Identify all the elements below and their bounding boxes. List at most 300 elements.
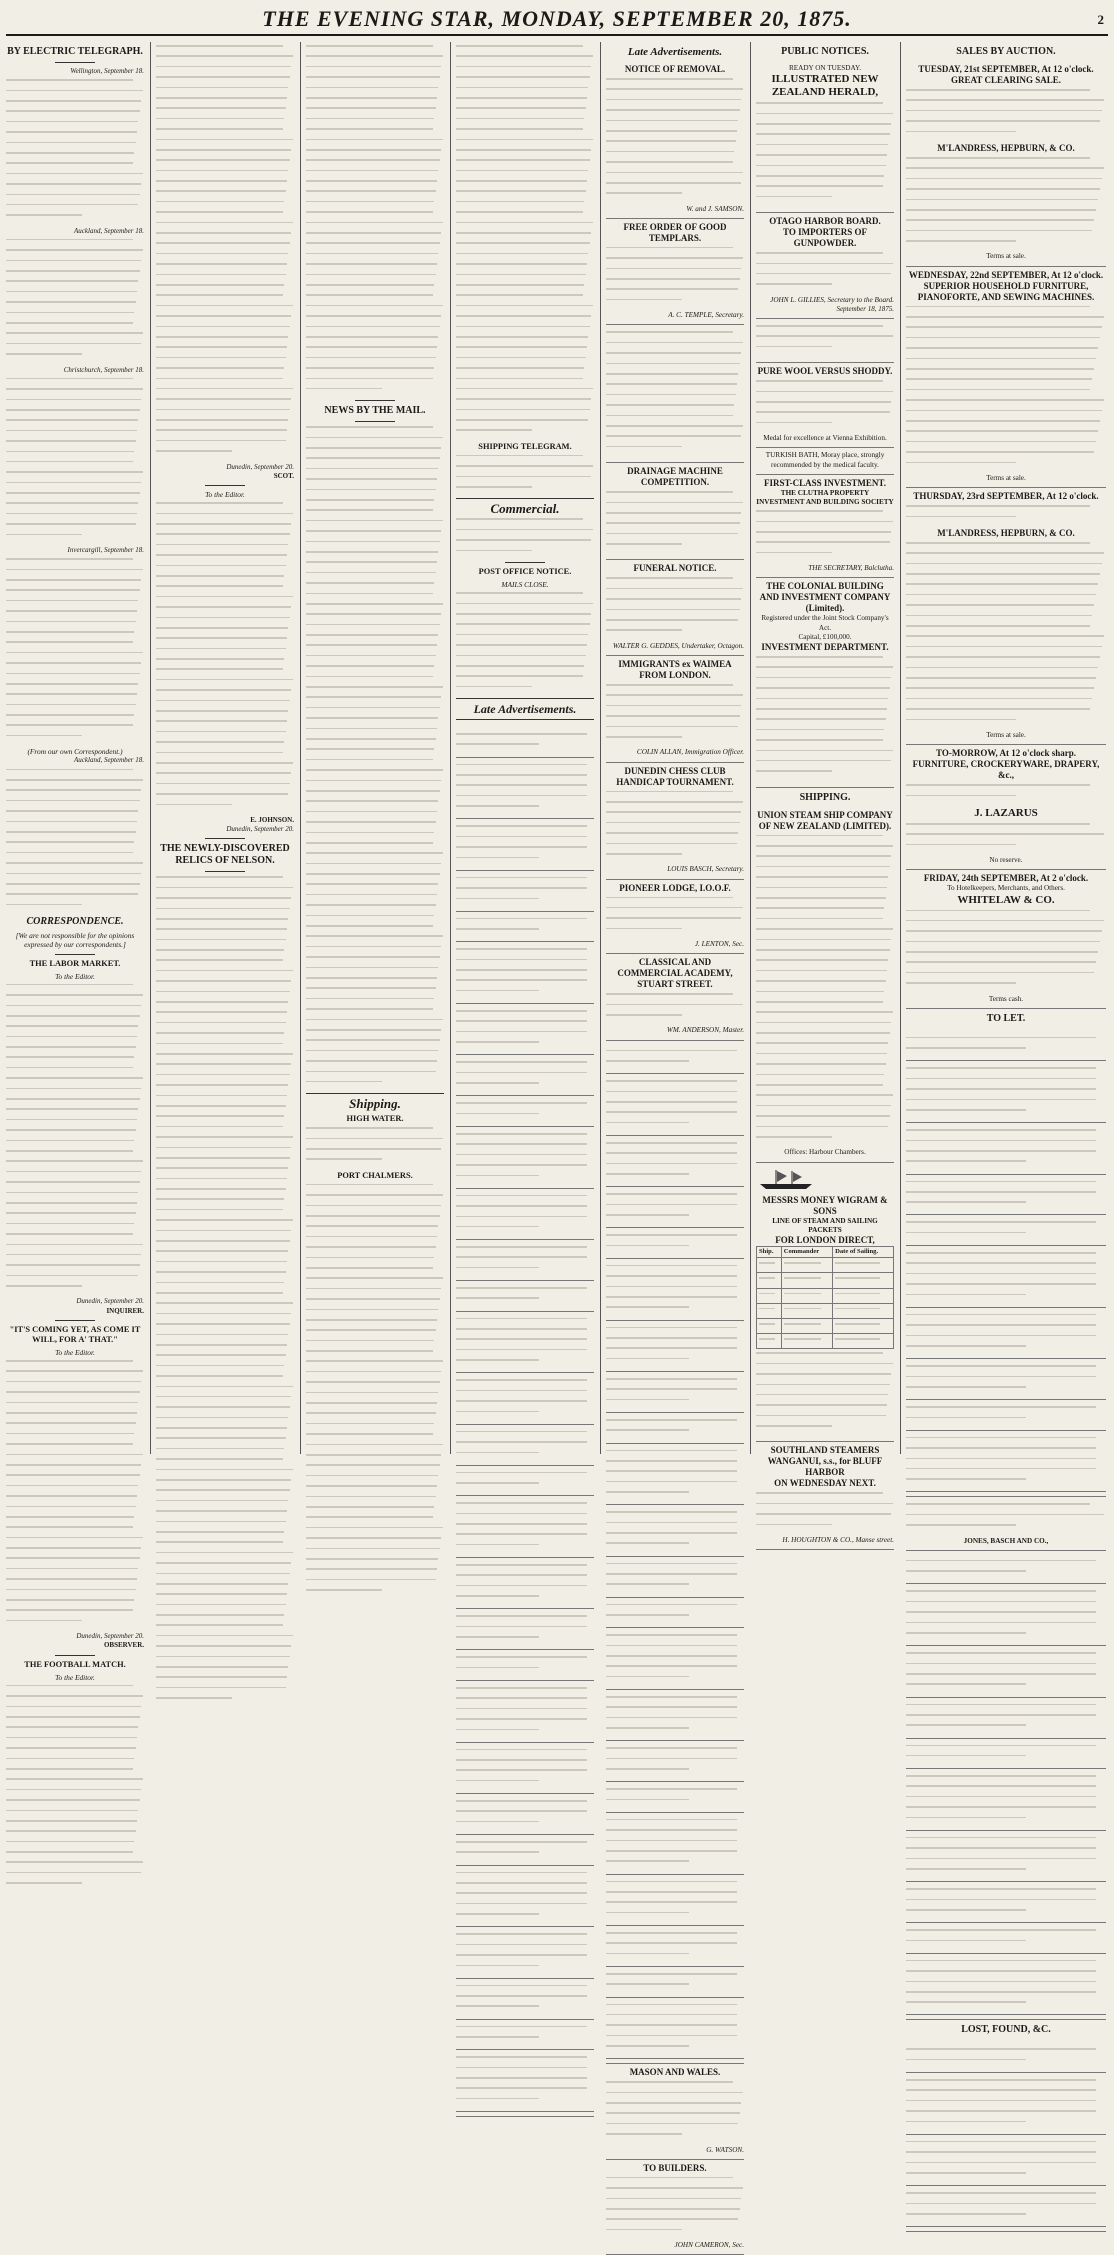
- ad-signature: WM. ANDERSON, Master.: [666, 1026, 744, 1035]
- classified-ad: [906, 1923, 1106, 1954]
- column-5: [606, 42, 744, 2250]
- ad-subtitle: GREAT CLEARING SALE.: [951, 75, 1061, 85]
- classified-ad: [456, 1743, 594, 1794]
- text-line: [306, 780, 444, 787]
- text-line: [6, 810, 144, 817]
- dateline: Dunedin, September 20.: [226, 825, 294, 834]
- dateline: Dunedin, September 20.: [76, 1632, 144, 1641]
- text-line: [156, 1666, 294, 1673]
- text-line: [606, 247, 744, 254]
- advertisement: [756, 578, 894, 787]
- text-line: [456, 1810, 594, 1817]
- text-line: [759, 1338, 779, 1345]
- text-line: [906, 667, 1106, 674]
- text-line: [6, 1841, 144, 1848]
- text-line: [6, 1706, 144, 1713]
- text-line: [306, 190, 444, 197]
- text-line: [606, 533, 744, 540]
- table-row: [757, 1318, 894, 1333]
- text-line: [156, 1250, 294, 1257]
- text-line: [906, 573, 1106, 580]
- text-line: [6, 1454, 144, 1461]
- text-line: [156, 1521, 294, 1528]
- text-line: [606, 161, 744, 168]
- text-line: [756, 666, 894, 673]
- text-line: [456, 1995, 594, 2002]
- ad-terms: Terms cash.: [988, 994, 1024, 1003]
- text-line: [456, 805, 594, 812]
- ad-subtitle: READY ON TUESDAY.: [788, 64, 862, 72]
- text-line: [456, 1615, 594, 1622]
- text-line: [756, 866, 894, 873]
- text-line: [906, 1888, 1106, 1895]
- text-line: [156, 1427, 294, 1434]
- text-line: [156, 1323, 294, 1330]
- text-line: [756, 263, 894, 270]
- text-line: [456, 1544, 594, 1551]
- text-line: [606, 172, 744, 179]
- text-line: [606, 1491, 744, 1498]
- classified-ad: [456, 819, 594, 870]
- text-line: [756, 980, 894, 987]
- text-line: [306, 489, 444, 496]
- text-line: [456, 948, 594, 955]
- text-line: [906, 1232, 1106, 1239]
- shipping-heading: SHIPPING.: [799, 791, 851, 803]
- text-line: [456, 887, 594, 894]
- ad-terms: No reserve.: [989, 856, 1023, 865]
- text-line: [456, 45, 594, 52]
- text-line: [906, 2089, 1106, 2096]
- text-line: [306, 520, 444, 527]
- text-line: [156, 502, 294, 509]
- text-line: [6, 1526, 144, 1533]
- classified-ad: [906, 1308, 1106, 1359]
- text-line: [456, 1780, 594, 1787]
- to-editor: To the Editor.: [55, 1672, 95, 1682]
- ad-terms: Terms at sale.: [986, 252, 1026, 261]
- text-line: [456, 419, 594, 426]
- text-line: [606, 1429, 744, 1436]
- classified-ad: [906, 1954, 1106, 2016]
- text-line: [306, 1506, 444, 1513]
- text-line: [606, 609, 744, 616]
- text-line: [456, 733, 594, 740]
- text-line: [6, 131, 144, 138]
- text-line: [456, 1082, 594, 1089]
- text-line: [906, 542, 1106, 549]
- text-line: [906, 1406, 1106, 1413]
- text-line: [156, 201, 294, 208]
- text-line: [906, 1437, 1106, 1444]
- text-line: [6, 1067, 144, 1074]
- dateline: Dunedin, September 20.: [226, 462, 294, 471]
- column-6: [756, 42, 894, 1545]
- text-line: [306, 1412, 444, 1419]
- text-line: [156, 1624, 294, 1631]
- text-line: [306, 149, 444, 156]
- text-line: [606, 435, 744, 442]
- classified-ad: [606, 1741, 744, 1782]
- table-row: [757, 1303, 894, 1318]
- correspondence-heading: CORRESPONDENCE.: [26, 916, 124, 928]
- text-line: [306, 686, 444, 693]
- text-line: [156, 409, 294, 416]
- text-line: [906, 1458, 1106, 1465]
- sailing-table: [756, 1246, 894, 1349]
- text-line: [906, 1570, 1106, 1577]
- text-line: [756, 154, 894, 161]
- text-line: [156, 1687, 294, 1694]
- ad-subtitle: ON WEDNESDAY NEXT.: [774, 1478, 876, 1489]
- text-line: [306, 1008, 444, 1015]
- text-line: [6, 1861, 144, 1868]
- advertisement: [606, 954, 744, 1040]
- text-line: [906, 1181, 1106, 1188]
- text-line: [906, 844, 1106, 851]
- text-line: [456, 774, 594, 781]
- text-line: [6, 1108, 144, 1115]
- text-line: [306, 1589, 444, 1596]
- text-line: [306, 676, 444, 683]
- text-line: [606, 1881, 744, 1888]
- classified-ad: [906, 2073, 1106, 2135]
- text-line: [306, 935, 444, 942]
- text-line: [6, 1005, 144, 1012]
- text-line: [456, 378, 594, 385]
- text-line: [606, 705, 744, 712]
- classified-ad: [606, 1321, 744, 1372]
- text-line: [606, 694, 744, 701]
- text-line: [456, 1061, 594, 1068]
- text-line: [6, 152, 144, 159]
- text-line: [756, 391, 894, 398]
- text-line: [456, 429, 594, 436]
- section-heading-shipping: Shipping.: [349, 1096, 401, 1112]
- text-line: [456, 928, 594, 935]
- text-line: [6, 214, 144, 221]
- text-line: [456, 388, 594, 395]
- text-line: [756, 283, 894, 290]
- text-line: [906, 420, 1106, 427]
- text-line: [456, 1113, 594, 1120]
- classified-ad: [606, 1875, 744, 1926]
- text-line: [156, 450, 294, 457]
- text-line: [756, 656, 894, 663]
- text-line: [606, 1747, 744, 1754]
- text-line: [606, 1676, 744, 1683]
- text-line: [6, 984, 144, 991]
- text-line: [156, 668, 294, 675]
- article-text: [306, 45, 444, 395]
- text-line: [906, 1335, 1106, 1342]
- classified-ad: [906, 1646, 1106, 1697]
- text-line: [156, 772, 294, 779]
- text-line: [156, 1115, 294, 1122]
- text-line: [156, 1469, 294, 1476]
- text-line: [906, 1960, 1106, 1967]
- text-line: [606, 268, 744, 275]
- ad-title: UNION STEAM SHIP COMPANY OF NEW ZEALAND (LIMITED).: [757, 809, 893, 831]
- text-line: [156, 1479, 294, 1486]
- text-line: [606, 1645, 744, 1652]
- text-line: [606, 1912, 744, 1919]
- text-line: [906, 656, 1106, 663]
- text-line: [156, 1583, 294, 1590]
- text-line: [906, 563, 1106, 570]
- text-line: [306, 790, 444, 797]
- post-office-text: [456, 592, 594, 693]
- ad-subtitle: THE CLUTHA PROPERTY INVESTMENT AND BUILDING SOCIETY: [756, 488, 894, 507]
- text-line: [606, 1347, 744, 1354]
- text-line: [606, 1378, 744, 1385]
- text-line: [606, 736, 744, 743]
- text-line: [306, 1371, 444, 1378]
- article-text: [6, 239, 144, 361]
- text-line: [306, 1267, 444, 1274]
- text-line: [784, 1262, 830, 1269]
- text-line: [906, 552, 1106, 559]
- classified-ad: [906, 1554, 1106, 1585]
- text-line: [906, 1970, 1106, 1977]
- text-line: [606, 2218, 744, 2225]
- text-line: [156, 1074, 294, 1081]
- text-line: [6, 1015, 144, 1022]
- text-line: [606, 801, 744, 808]
- text-line: [606, 2208, 744, 2215]
- text-line: [6, 1212, 144, 1219]
- text-line: [456, 634, 594, 641]
- classified-ad: [606, 1372, 744, 1413]
- text-line: [606, 1419, 744, 1426]
- classified-ad: [456, 1650, 594, 1681]
- text-line: [6, 569, 144, 576]
- text-line: [606, 577, 744, 584]
- text-line: [6, 1810, 144, 1817]
- text-line: [606, 726, 744, 733]
- classified-ad: [906, 1882, 1106, 1923]
- text-line: [306, 253, 444, 260]
- text-line: [456, 294, 594, 301]
- text-line: [156, 1126, 294, 1133]
- text-line: [156, 565, 294, 572]
- text-line: [156, 1635, 294, 1642]
- ad-title: ILLUSTRATED NEW ZEALAND HERALD,: [771, 73, 879, 99]
- text-line: [906, 1524, 1106, 1531]
- text-line: [6, 714, 144, 721]
- text-line: [156, 679, 294, 686]
- text-line: [835, 1293, 891, 1300]
- ad-title: SOUTHLAND STEAMERS: [770, 1445, 880, 1456]
- text-line: [306, 1329, 444, 1336]
- text-line: [906, 1775, 1106, 1782]
- text-line: [456, 1749, 594, 1756]
- text-line: [456, 1431, 594, 1438]
- text-line: [156, 523, 294, 530]
- classified-ad: [456, 2050, 594, 2112]
- text-line: [6, 1181, 144, 1188]
- text-line: [906, 1283, 1106, 1290]
- text-line: [156, 731, 294, 738]
- text-line: [156, 346, 294, 353]
- classified-ad: [606, 1628, 744, 1690]
- text-line: [306, 232, 444, 239]
- text-line: [606, 363, 744, 370]
- text-line: [456, 1687, 594, 1694]
- classified-ads: [906, 1028, 1106, 1498]
- text-line: [156, 939, 294, 946]
- text-line: [306, 644, 444, 651]
- text-line: [306, 593, 444, 600]
- text-line: [306, 201, 444, 208]
- text-line: [906, 1806, 1106, 1813]
- text-line: [606, 1634, 744, 1641]
- text-line: [156, 357, 294, 364]
- text-line: [306, 357, 444, 364]
- text-line: [906, 1067, 1106, 1074]
- text-line: [456, 1143, 594, 1150]
- text-line: [606, 99, 744, 106]
- sales-by-auction-heading: SALES BY AUCTION.: [956, 46, 1056, 57]
- text-line: [456, 1246, 594, 1253]
- text-line: [6, 862, 144, 869]
- text-line: [306, 499, 444, 506]
- text-line: [906, 99, 1106, 106]
- text-line: [784, 1293, 830, 1300]
- text-line: [606, 109, 744, 116]
- text-line: [606, 1204, 744, 1211]
- text-line: [906, 972, 1106, 979]
- advertisement: [606, 880, 744, 955]
- text-line: [306, 509, 444, 516]
- text-line: [6, 440, 144, 447]
- advertisement: [606, 2160, 744, 2255]
- letter-text: [6, 1360, 144, 1627]
- text-line: [156, 1604, 294, 1611]
- article-title-relics: THE NEWLY-DISCOVERED RELICS OF NELSON.: [160, 843, 290, 867]
- section-heading-telegraph: BY ELECTRIC TELEGRAPH.: [7, 46, 143, 57]
- text-line: [156, 762, 294, 769]
- text-line: [906, 1683, 1106, 1690]
- text-line: [606, 2123, 744, 2130]
- text-line: [456, 969, 594, 976]
- text-line: [156, 253, 294, 260]
- text-line: [6, 662, 144, 669]
- text-line: [6, 1609, 144, 1616]
- text-line: [906, 199, 1106, 206]
- text-line: [6, 1370, 144, 1377]
- text-line: [906, 1345, 1106, 1352]
- text-line: [906, 2100, 1106, 2107]
- text-line: [156, 710, 294, 717]
- text-line: [456, 1626, 594, 1633]
- text-line: [306, 76, 444, 83]
- text-line: [756, 531, 894, 538]
- classified-ad: [456, 1373, 594, 1424]
- text-line: [306, 769, 444, 776]
- text-line: [906, 157, 1106, 164]
- text-line: [306, 170, 444, 177]
- text-line: [756, 1415, 894, 1422]
- text-line: [6, 1412, 144, 1419]
- text-line: [756, 991, 894, 998]
- text-line: [906, 594, 1106, 601]
- text-line: [906, 1663, 1106, 1670]
- text-line: [306, 541, 444, 548]
- text-line: [156, 918, 294, 925]
- text-line: [756, 273, 894, 280]
- text-line: [606, 1306, 744, 1313]
- text-line: [756, 928, 894, 935]
- text-line: [306, 457, 444, 464]
- text-line: [306, 1319, 444, 1326]
- text-line: [456, 1954, 594, 1961]
- text-line: [756, 552, 894, 559]
- text-line: [456, 1872, 594, 1879]
- ad-terms: Terms at sale.: [986, 473, 1026, 482]
- ad-subtitle: SUPERIOR HOUSEHOLD FURNITURE, PIANOFORTE, AND SEWING MACHINES.: [917, 280, 1095, 302]
- text-line: [156, 783, 294, 790]
- text-line: [6, 800, 144, 807]
- advertisement: [906, 61, 1106, 267]
- text-line: [456, 211, 594, 218]
- text-line: [606, 1511, 744, 1518]
- classified-ad: [906, 1739, 1106, 1770]
- article-text: [6, 769, 144, 911]
- classified-ad: [456, 1835, 594, 1866]
- text-line: [756, 1042, 894, 1049]
- text-line: [156, 1302, 294, 1309]
- text-line: [906, 1868, 1106, 1875]
- dateline: Dunedin, September 20.: [76, 1297, 144, 1306]
- text-line: [456, 263, 594, 270]
- text-line: [606, 1706, 744, 1713]
- classified-ad: [606, 1782, 744, 1813]
- text-line: [456, 1216, 594, 1223]
- text-line: [156, 1552, 294, 1559]
- text-line: [606, 2092, 744, 2099]
- text-line: [456, 326, 594, 333]
- text-line: [606, 1850, 744, 1857]
- text-line: [156, 429, 294, 436]
- text-line: [156, 752, 294, 759]
- text-line: [756, 144, 894, 151]
- text-line: [6, 1589, 144, 1596]
- column-2: [156, 42, 294, 1454]
- text-line: [606, 1583, 744, 1590]
- text-line: [456, 118, 594, 125]
- text-line: [6, 291, 144, 298]
- text-line: [906, 719, 1106, 726]
- ad-signature: JONES, BASCH AND CO.,: [963, 1536, 1049, 1545]
- text-line: [456, 1656, 594, 1663]
- table-header: Ship.: [757, 1247, 782, 1258]
- text-line: [306, 530, 444, 537]
- text-line: [156, 648, 294, 655]
- text-line: [6, 1464, 144, 1471]
- text-line: [906, 2172, 1106, 2179]
- text-line: [906, 167, 1106, 174]
- text-line: [756, 760, 894, 767]
- text-line: [606, 120, 744, 127]
- text-line: [156, 658, 294, 665]
- text-line: [306, 832, 444, 839]
- classified-ad: [456, 1004, 594, 1055]
- text-line: [6, 789, 144, 796]
- text-line: [456, 846, 594, 853]
- text-line: [456, 550, 594, 557]
- text-line: [456, 795, 594, 802]
